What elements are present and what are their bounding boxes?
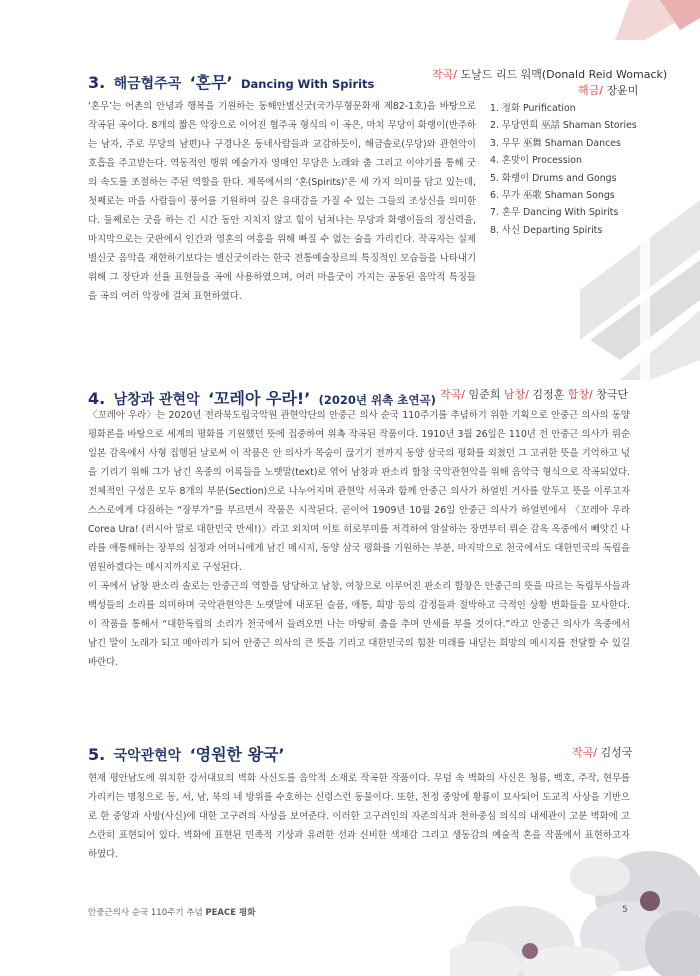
section-3-movement-list — [490, 100, 637, 239]
movement-item: 2. 무당연희 巫話 Shaman Stories — [490, 120, 637, 132]
section-3-genre: 해금협주곡 — [113, 76, 182, 92]
movement-item: 3. 무무 巫舞 Shaman Dances — [490, 137, 621, 149]
movement-item: 7. 혼무 Dancing With Spirits — [490, 207, 619, 219]
section-4-name: ‘꼬레아 우라!’ — [207, 389, 311, 408]
section-5-number: 5. — [88, 745, 106, 764]
movement-item: 8. 사신 Departing Spirits — [490, 224, 603, 236]
section-5-composer-credit: 작곡/ 김성국 — [572, 746, 633, 759]
section-5-name: ‘영원한 왕국’ — [189, 745, 285, 764]
movement-item: 1. 정화 Purification — [490, 103, 576, 114]
page-number: 5 — [622, 905, 628, 915]
section-3-name: ‘혼무’ — [189, 73, 233, 92]
section-4-subtitle: (2020년 위촉 초연곡) — [318, 393, 436, 407]
section-3-composer-credit: 작곡/ 도날드 리드 워맥(Donald Reid Womack) — [432, 68, 668, 81]
section-4-number: 4. — [88, 389, 106, 408]
movement-item: 6. 무가 巫歌 Shaman Songs — [490, 190, 615, 202]
section-3-performer-credit: 해금/ 장윤미 — [578, 84, 639, 97]
footer-event-label: 안중근의사 순국 110주기 추념 PEACE 평화 — [88, 908, 256, 918]
decorative-stripes-top — [570, 0, 700, 40]
section-4-description: 〈꼬레아 우라〉는 2020년 전라북도립국악원 관현악단의 안중근 의사 순국 110주기를 추념하기 위한 기획으로 안중근 의사의 동양평화론을 바탕으로 세계의 평화를 기원했던 뜻에 집중하여 위촉 작곡된 작품이다. 1910년 3월 26일은 110년 전 안중근 의사가 뤼순 일본 감옥에서 사형 집행된 날로써 이 작품은 안 의사가 목숨이 끊기기 전까지 동양 삼국의 평화를 외쳤던 그 고귀한 뜻을 기억하고 넋을 기리기 위해 그가 남긴 옥중의 어록들을 노랫말(text)로 엮어 남창과 판소리 합창 국악관현악을 위해 음악극 형식으로 작곡되었다. 전체적인 구성은 모두 8개의 부분(Section)으로 나누어지며 관현악 서곡과 함께 안중근 의사가 하얼빈 거사를 앞두고 뜻을 이루고자 스스로에게 다짐하는 “장부가”를 부르면서 작품은 시작된다. 곧이어 1909년 10월 26일 안중근 의사가 하얼빈에서 〈꼬레아 우라 Corea Ura! (러시아 말로 대한민국 만세!)〉라고 외치며 이토 히로부미를 저격하여 암살하는 장면부터 뤼순 감옥 옥중에서 빼앗긴 나라를 애통해하는 장부의 심정과 어머니에게 남긴 메시지, 동양 삼국 평화를 기원하는 부분, 마지막으로 천국에서도 대한민국의 독립을 염원하겠다는 메시지까지로 구성된다. 이 곡에서 남창 판소리 솔로는 안중근의 역할을 담당하고 남창, 여창으로 이루어진 판소리 합창은 안중근의 뜻을 따르는 독립투사들과 백성들의 소리를 의미하며 국악관현악은 노랫말에 내포된 슬픔, 애통, 희망 등의 감정들과 절박하고 극적인 상황 변화들을 묘사한다. 이 작품을 통해서 “대한독립의 소리가 천국에서 들려오면 나는 마땅히 춤을 추며 만세를 부를 것이다.”라고 안중근 의사가 옥중에서 남긴 말이 노래가 되고 메아리가 되어 안중근 의사의 큰 뜻을 기리고 대한민국의 힘찬 미래를 내딛는 희망의 메시지를 전달할 수 있길 바란다. — [88, 410, 630, 668]
section-3-title — [88, 66, 374, 94]
section-5-description: 현재 평안남도에 위치한 강서대묘의 벽화 사신도를 음악적 소재로 작곡한 작품이다. 무덤 속 벽화의 사신은 청룡, 백호, 주작, 현무를 가리키는 명칭으로 동, 서, 남, 북의 네 방위를 수호하는 신령스런 동물이다. 또한, 천정 중앙에 황룡이 묘사되어 도교적 사상을 기반으로 한 중앙과 사방(사신)에 대한 고구려의 사상을 보여준다. 이러한 고구려인의 자존의식과 천하중심 의식의 내세관이 고분 벽화에 고스란히 표현되어 있다. 벽화에 표현된 민족적 기상과 유려한 선과 신비한 색채감 그리고 생동감의 예술적 혼을 작품에서 표현하고자 하였다. — [88, 773, 630, 860]
section-3-description: ‘혼무’는 어촌의 안녕과 행복을 기원하는 동해안별신굿(국가무형문화재 제82-1호)을 바탕으로 작곡된 곡이다. 8개의 짧은 악장으로 이어진 협주곡 형식의 이 곡은, 마치 무당이 화랭이(반주하는 남자, 주로 무당의 남편)나 구경나온 동네사람들과 교감하듯이, 해금솔로(무당)와 관현악이 호흡을 주고받는다. 역동적인 행위 예술가자 영매인 무당은 노래와 춤 그리고 이야기를 통해 굿의 속도를 조절하는 주된 역할을 한다. 제목에서의 ‘혼(Spirits)’은 세 가지 의미를 담고 있는데, 첫째로는 마을 사람들이 풍어를 기원하며 깊은 유대감을 가질 수 있는 그들의 조상신을 의미한다. 둘째로는 굿을 하는 긴 시간 동안 지치지 않고 힘이 넘쳐나는 무당과 화랭이들의 정신력을, 마지막으로는 굿판에서 인간과 영혼의 여흥을 위해 빠질 수 없는 술을 가리킨다. 작곡자는 실제 별신굿 음악을 재현하기보다는 별신굿이라는 한국 전통예술장르의 특징적인 모습들을 나타내기 위해 그 장단과 선율 표현들을 곡에 사용하였으며, 여러 마을굿이 가지는 공동된 음악적 특징들을 곡의 여러 악장에 걸쳐 표현하였다. — [88, 101, 476, 302]
section-3-number: 3. — [88, 73, 106, 92]
section-5-title — [88, 738, 285, 766]
section-4-credits: 작곡/ 임준희 남창/ 김정훈 합창/ 창극단 — [440, 388, 629, 401]
section-3-subtitle: Dancing With Spirits — [241, 77, 375, 91]
movement-item: 4. 혼맞이 Procession — [490, 155, 582, 167]
section-5-genre: 국악관현악 — [113, 748, 182, 764]
movement-item: 5. 화랭이 Drums and Gongs — [490, 172, 617, 184]
section-4-genre: 남창과 관현악 — [113, 392, 200, 408]
